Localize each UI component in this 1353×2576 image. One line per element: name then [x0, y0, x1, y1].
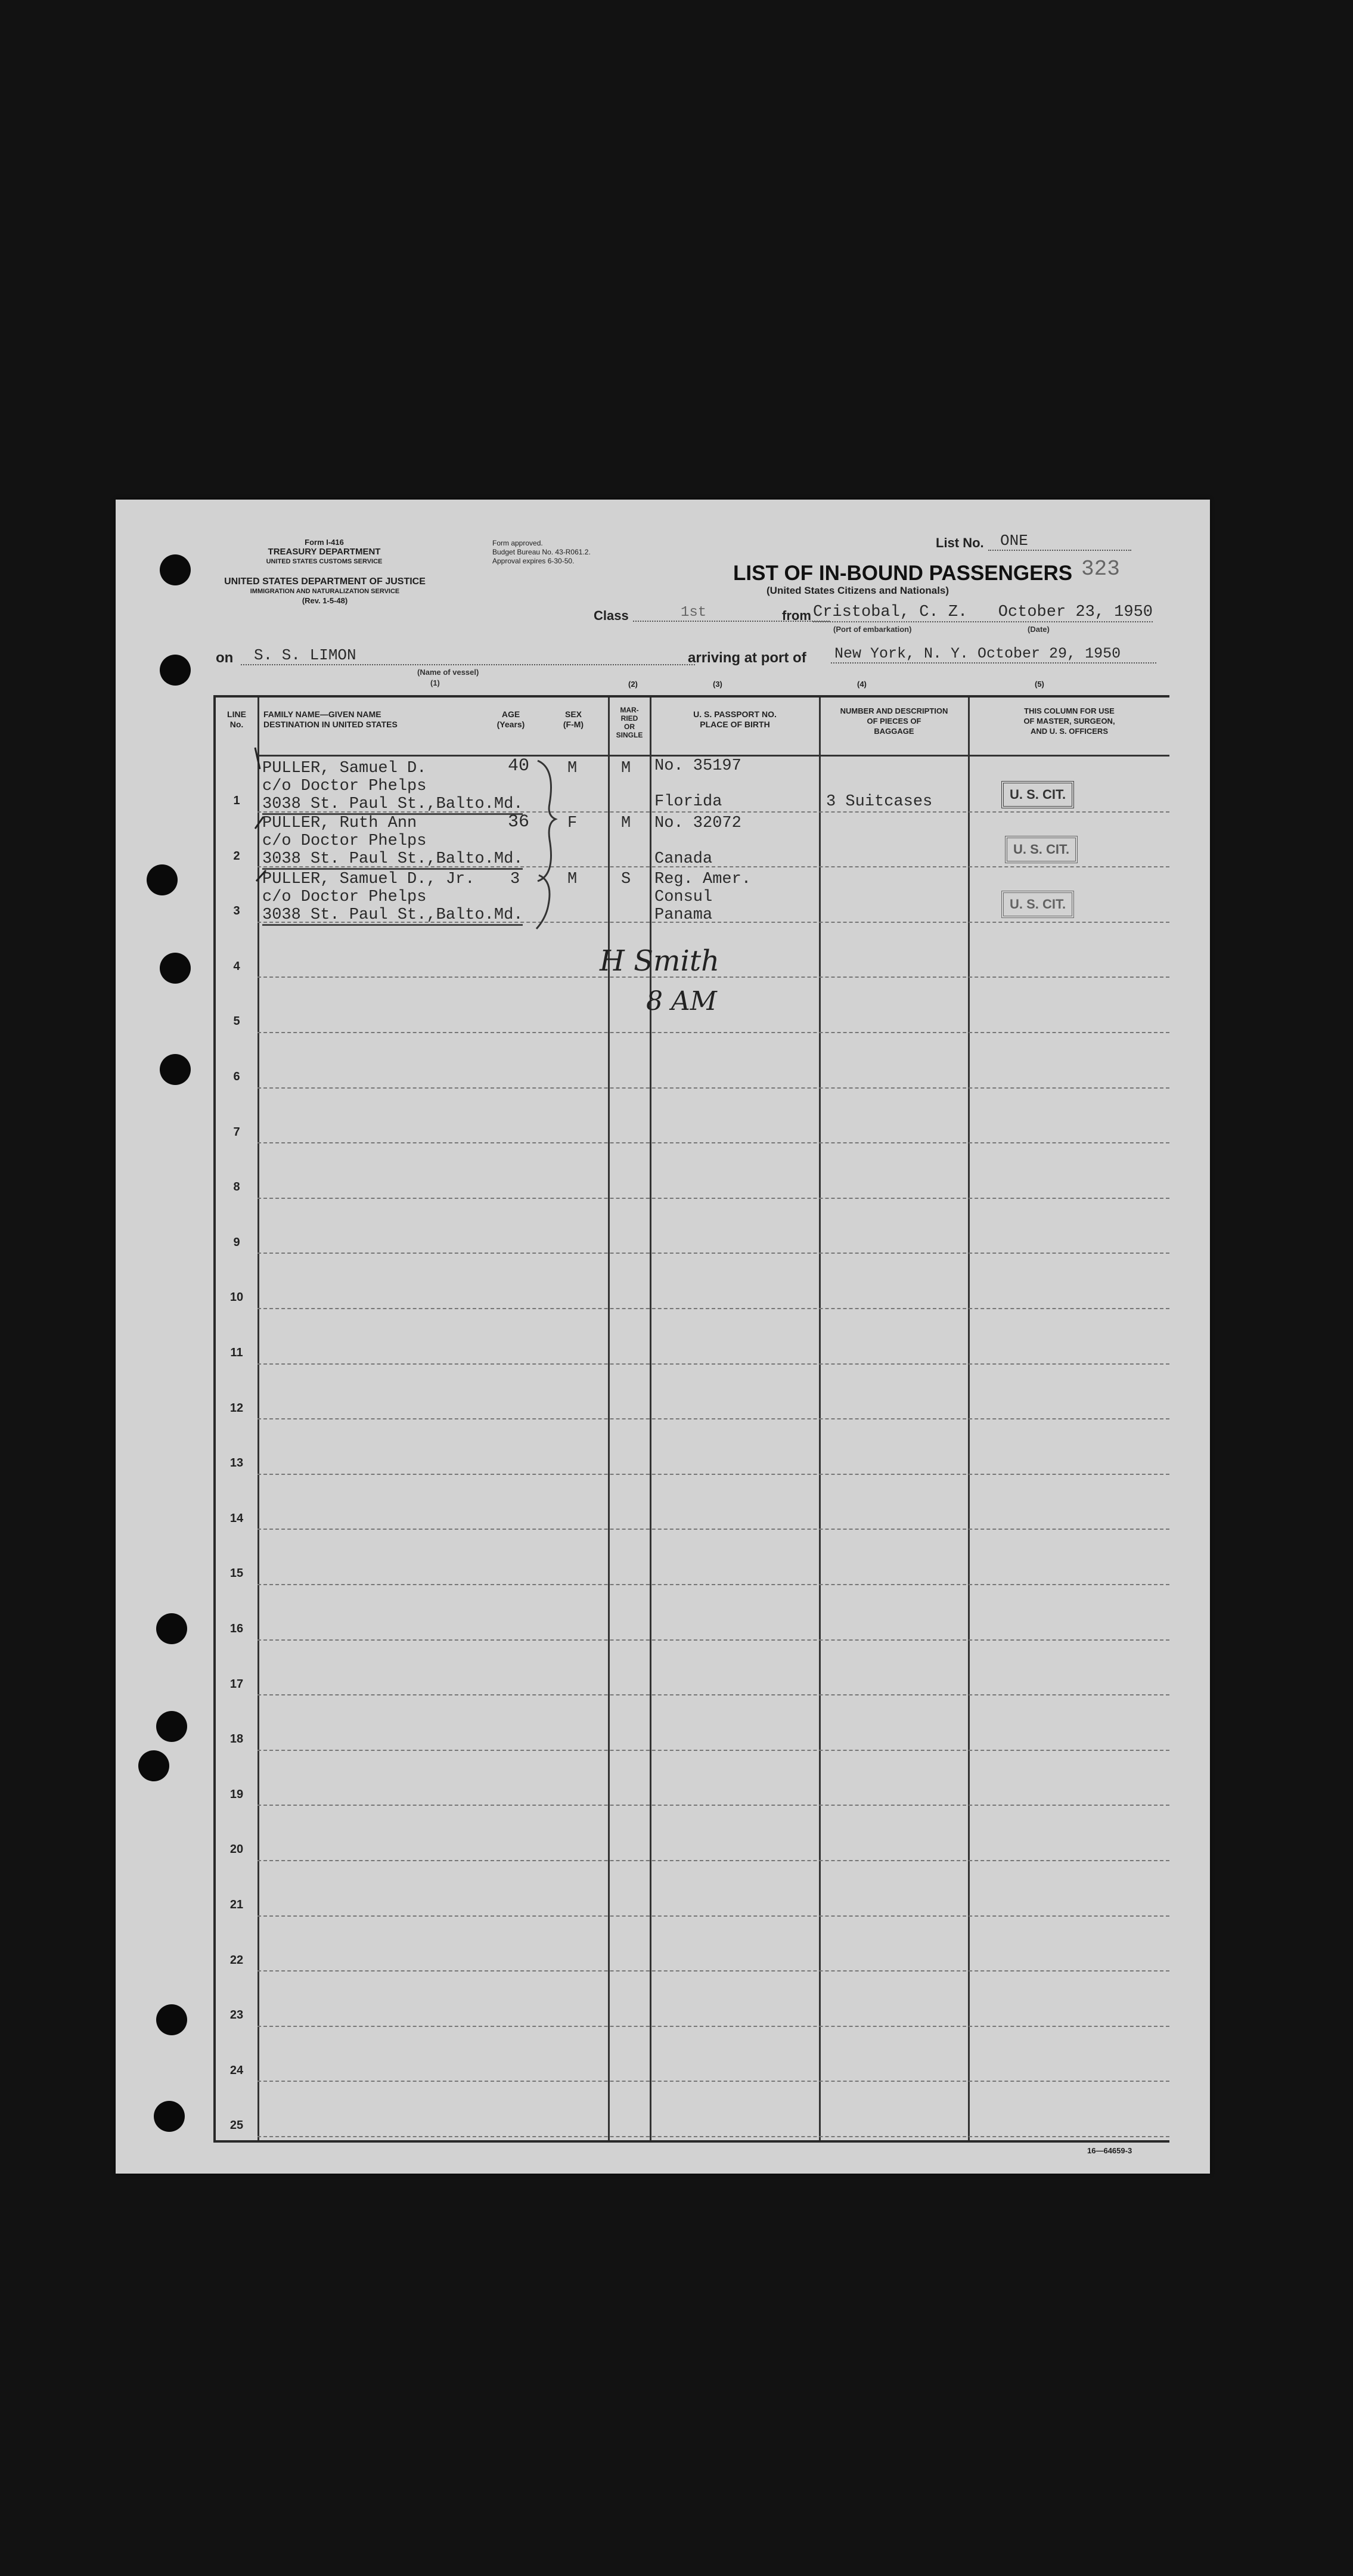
column-number: (1) [430, 678, 440, 687]
date-caption: (Date) [1028, 625, 1050, 634]
row-separator [257, 1142, 1169, 1143]
approval-line: Budget Bureau No. 43-R061.2. [492, 548, 591, 556]
passenger-address: 3038 St. Paul St.,Balto.Md. [262, 795, 523, 815]
column-number: (2) [628, 680, 638, 689]
form-number: Form I-416 [305, 538, 344, 547]
embarkation-port: Cristobal, C. Z. [813, 603, 1081, 622]
arriving-label: arriving at port of [688, 650, 806, 666]
line-number: 9 [233, 1236, 240, 1249]
column-header-sex: SEX (F-M) [563, 709, 584, 729]
binder-hole [160, 554, 191, 585]
row-separator [257, 1694, 1169, 1695]
column-header-age: AGE (Years) [496, 709, 525, 729]
revision-date: (Rev. 1-5-48) [302, 596, 348, 605]
passenger-passport-detail: Consul [654, 888, 713, 906]
line-number: 24 [229, 2064, 244, 2077]
passenger-name: PULLER, Samuel D. [262, 760, 427, 777]
passenger-care-of: c/o Doctor Phelps [262, 832, 427, 850]
embarkation-date: October 23, 1950 [980, 603, 1153, 622]
column-number: (3) [713, 680, 722, 689]
header-rule [257, 755, 1169, 757]
passenger-sex: F [567, 814, 578, 832]
customs-service: UNITED STATES CUSTOMS SERVICE [266, 558, 383, 565]
column-header-name: FAMILY NAME—GIVEN NAME DESTINATION IN UNITED STATES [263, 709, 398, 729]
handwritten-signature: H Smith [600, 944, 720, 978]
line-number: 8 [233, 1180, 240, 1194]
row-separator [257, 1363, 1169, 1365]
handwritten-time: 8 AM [646, 986, 717, 1016]
row-separator [257, 1805, 1169, 1806]
line-number: 20 [229, 1843, 244, 1856]
column-number: (5) [1035, 680, 1044, 689]
passenger-birthplace: Canada [654, 850, 713, 868]
row-separator [257, 2081, 1169, 2082]
column-header-passport: U. S. PASSPORT NO. PLACE OF BIRTH [693, 709, 777, 729]
passenger-marital: M [621, 814, 631, 832]
passenger-passport: Reg. Amer. [654, 870, 752, 888]
line-number: 21 [229, 1898, 244, 1911]
binder-hole [160, 953, 191, 984]
passenger-sex: M [567, 760, 578, 777]
line-number: 11 [230, 1346, 243, 1359]
passenger-age: 3 [510, 870, 520, 888]
column-header-line: LINE No. [227, 709, 246, 729]
passenger-name: PULLER, Samuel D., Jr. [262, 870, 475, 888]
class-value: 1st [633, 605, 830, 622]
vessel-name: S. S. LIMON [241, 646, 695, 665]
row-separator [257, 1032, 1169, 1033]
line-number: 5 [233, 1015, 240, 1028]
row-separator [257, 1639, 1169, 1641]
justice-header [215, 577, 435, 606]
passenger-sex: M [567, 870, 578, 888]
column-number: (4) [857, 680, 867, 689]
line-number: 22 [229, 1954, 244, 1967]
passenger-age: 36 [508, 812, 530, 832]
passenger-address: 3038 St. Paul St.,Balto.Md. [262, 850, 523, 870]
passenger-passport: No. 35197 [654, 757, 741, 775]
immigration-service: IMMIGRATION AND NATURALIZATION SERVICE [250, 588, 400, 595]
port-caption: (Port of embarkation) [833, 625, 912, 634]
page-title: LIST OF IN-BOUND PASSENGERS [733, 562, 1073, 585]
citizen-stamp: U. S. CIT. [1005, 836, 1078, 863]
line-number: 13 [229, 1456, 244, 1470]
page-subtitle: (United States Citizens and Nationals) [767, 585, 949, 596]
footer-code: 16—64659-3 [1087, 2146, 1132, 2155]
row-separator [257, 1418, 1169, 1419]
row-separator [257, 1529, 1169, 1530]
line-number: 12 [229, 1402, 244, 1415]
binder-hole [156, 1613, 187, 1644]
line-number: 16 [229, 1622, 244, 1635]
row-separator [257, 2136, 1169, 2137]
passenger-address: 3038 St. Paul St.,Balto.Md. [262, 906, 523, 926]
row-separator [257, 1198, 1169, 1199]
line-number: 6 [233, 1070, 240, 1083]
passenger-care-of: c/o Doctor Phelps [262, 888, 427, 906]
passenger-age: 40 [508, 756, 530, 776]
approval-line: Approval expires 6-30-50. [492, 557, 575, 565]
binder-hole [156, 1711, 187, 1742]
column-header-officers: THIS COLUMN FOR USE OF MASTER, SURGEON, AND U. S. OFFICERS [1023, 706, 1115, 736]
line-number: 23 [229, 2008, 244, 2022]
justice-department: UNITED STATES DEPARTMENT OF JUSTICE [224, 576, 426, 587]
line-number: 2 [233, 850, 240, 863]
check-marks [252, 745, 269, 924]
line-number: 7 [233, 1126, 240, 1139]
on-label: on [216, 650, 234, 666]
line-number: 10 [229, 1291, 244, 1304]
passenger-birthplace: Panama [654, 906, 713, 924]
list-no-label: List No. [936, 535, 984, 550]
row-separator [257, 1584, 1169, 1585]
line-number: 17 [229, 1678, 244, 1691]
class-label: Class [594, 608, 629, 623]
passenger-baggage: 3 Suitcases [826, 793, 933, 811]
row-separator [257, 1253, 1169, 1254]
row-separator [257, 1750, 1169, 1751]
line-number: 18 [229, 1732, 244, 1746]
binder-hole [138, 1750, 169, 1781]
from-label: from [782, 608, 811, 623]
line-number: 3 [233, 904, 240, 917]
passenger-marital: S [621, 870, 631, 888]
passenger-birthplace: Florida [654, 793, 722, 811]
row-separator [257, 1970, 1169, 1971]
passenger-care-of: c/o Doctor Phelps [262, 777, 427, 795]
row-separator [257, 2026, 1169, 2027]
page-number-stamp: 323 [1081, 557, 1120, 581]
line-number: 15 [229, 1567, 244, 1580]
binder-hole [156, 2004, 187, 2035]
line-number: 25 [229, 2119, 244, 2132]
manifest-page [116, 500, 1210, 2174]
binder-hole [160, 655, 191, 686]
row-separator [257, 1474, 1169, 1475]
form-header-left [235, 538, 414, 566]
citizen-stamp: U. S. CIT. [1001, 891, 1074, 918]
row-separator [257, 1860, 1169, 1861]
list-no-value: ONE [988, 532, 1131, 551]
passenger-passport: No. 32072 [654, 814, 741, 832]
passenger-table [213, 695, 1169, 2143]
line-number: 19 [229, 1788, 244, 1801]
citizen-stamp: U. S. CIT. [1001, 781, 1074, 808]
passenger-marital: M [621, 760, 631, 777]
binder-hole [160, 1054, 191, 1085]
line-number: 1 [233, 794, 240, 807]
binder-hole [147, 864, 178, 895]
column-header-baggage: NUMBER AND DESCRIPTION OF PIECES OF BAGGAGE [840, 706, 948, 736]
approval-block [492, 539, 591, 566]
family-bracket [532, 756, 567, 935]
row-separator [257, 1308, 1169, 1309]
binder-hole [154, 2101, 185, 2132]
row-separator [257, 1915, 1169, 1917]
line-number: 4 [233, 960, 240, 973]
vessel-caption: (Name of vessel) [417, 668, 479, 677]
line-number: 14 [229, 1512, 244, 1525]
column-header-married: MAR- RIED OR SINGLE [616, 706, 643, 739]
row-separator [257, 1087, 1169, 1089]
passenger-name: PULLER, Ruth Ann [262, 814, 417, 832]
approval-line: Form approved. [492, 539, 543, 547]
treasury-department: TREASURY DEPARTMENT [268, 547, 381, 557]
arrival-port-date: New York, N. Y. October 29, 1950 [831, 645, 1156, 664]
